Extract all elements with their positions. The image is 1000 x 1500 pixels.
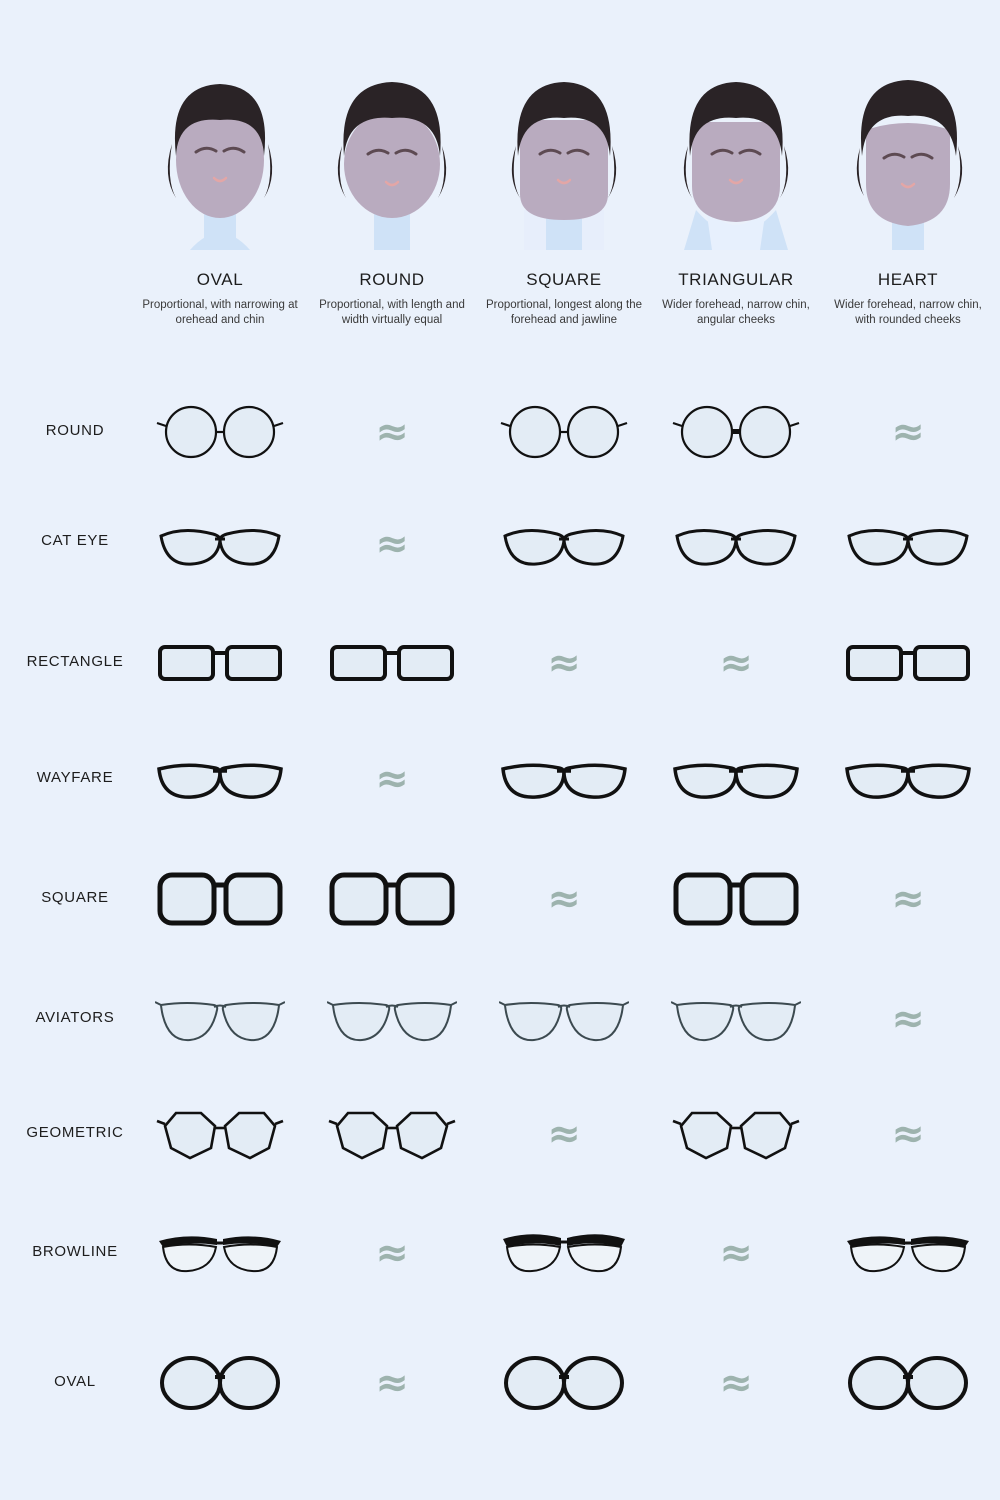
no-match-icon: ≈ (891, 876, 925, 922)
row-label-rectangle: RECTANGLE (26, 653, 124, 670)
cell-cat-eye-oval (132, 496, 308, 592)
cell-cat-eye-heart (820, 496, 996, 592)
row-label-cat-eye: CAT EYE (41, 532, 109, 549)
face-illustration-square (476, 60, 652, 250)
cell-square-round (304, 851, 480, 947)
row-label-square: SQUARE (41, 889, 109, 906)
face-column-heart (820, 60, 996, 328)
row-label-round: ROUND (45, 422, 105, 439)
cell-oval-heart (820, 1335, 996, 1431)
face-shape-name: ROUND (359, 270, 425, 289)
cell-aviators-triangular (648, 971, 824, 1067)
cell-round-heart (820, 384, 996, 480)
cell-geometric-triangular (648, 1086, 824, 1182)
no-match-icon: ≈ (891, 1111, 925, 1157)
no-match-icon: ≈ (719, 640, 753, 686)
row-label-wayfare: WAYFARE (36, 769, 114, 786)
cell-rectangle-oval (132, 615, 308, 711)
face-shape-description: Wider forehead, narrow chin, with rounded cheeks (834, 299, 982, 326)
cell-aviators-oval (132, 971, 308, 1067)
face-shape-name: TRIANGULAR (678, 270, 794, 289)
face-shape-header-row (0, 60, 1000, 360)
row-label-oval: OVAL (54, 1373, 96, 1390)
face-shape-name: OVAL (196, 270, 244, 289)
cell-rectangle-round (304, 615, 480, 711)
cell-aviators-round (304, 971, 480, 1067)
cell-cat-eye-triangular (648, 496, 824, 592)
cell-square-triangular (648, 851, 824, 947)
cell-wayfare-round (304, 731, 480, 827)
face-shape-name: HEART (877, 270, 939, 289)
face-column-triangular (648, 60, 824, 328)
cell-geometric-heart (820, 1086, 996, 1182)
face-shape-name: SQUARE (526, 270, 602, 289)
face-column-round (304, 60, 480, 328)
cell-oval-square (476, 1335, 652, 1431)
no-match-icon: ≈ (547, 876, 581, 922)
cell-geometric-round (304, 1086, 480, 1182)
cell-cat-eye-round (304, 496, 480, 592)
face-column-square (476, 60, 652, 328)
face-shape-description: Wider forehead, narrow chin, angular cheeks (662, 299, 810, 326)
face-illustration-round (304, 60, 480, 250)
no-match-icon: ≈ (375, 521, 409, 567)
no-match-icon: ≈ (547, 1111, 581, 1157)
no-match-icon: ≈ (547, 640, 581, 686)
face-column-oval (132, 60, 308, 328)
cell-round-square (476, 384, 652, 480)
cell-aviators-heart (820, 971, 996, 1067)
no-match-icon: ≈ (375, 1360, 409, 1406)
no-match-icon: ≈ (719, 1360, 753, 1406)
row-label-geometric: GEOMETRIC (26, 1124, 124, 1141)
cell-oval-oval (132, 1335, 308, 1431)
cell-rectangle-square (476, 615, 652, 711)
cell-browline-square (476, 1205, 652, 1301)
cell-rectangle-triangular (648, 615, 824, 711)
cell-square-heart (820, 851, 996, 947)
cell-square-oval (132, 851, 308, 947)
no-match-icon: ≈ (375, 756, 409, 802)
face-illustration-oval (132, 60, 308, 250)
cell-wayfare-heart (820, 731, 996, 827)
cell-rectangle-heart (820, 615, 996, 711)
no-match-icon: ≈ (375, 409, 409, 455)
face-shape-description: Proportional, with length and width virtually equal (319, 299, 465, 326)
face-shape-description: Proportional, with narrowing at orehead and chin (142, 299, 298, 326)
no-match-icon: ≈ (891, 409, 925, 455)
no-match-icon: ≈ (375, 1230, 409, 1276)
cell-square-square (476, 851, 652, 947)
cell-oval-triangular (648, 1335, 824, 1431)
cell-round-round (304, 384, 480, 480)
cell-wayfare-triangular (648, 731, 824, 827)
cell-browline-heart (820, 1205, 996, 1301)
row-label-aviators: AVIATORS (35, 1009, 115, 1026)
row-label-browline: BROWLINE (32, 1243, 118, 1260)
cell-round-triangular (648, 384, 824, 480)
no-match-icon: ≈ (891, 996, 925, 1042)
cell-browline-oval (132, 1205, 308, 1301)
no-match-icon: ≈ (719, 1230, 753, 1276)
cell-wayfare-oval (132, 731, 308, 827)
face-illustration-heart (820, 60, 996, 250)
cell-browline-round (304, 1205, 480, 1301)
face-illustration-triangular (648, 60, 824, 250)
face-shape-description: Proportional, longest along the forehead and jawline (486, 299, 642, 326)
cell-round-oval (132, 384, 308, 480)
cell-aviators-square (476, 971, 652, 1067)
cell-oval-round (304, 1335, 480, 1431)
cell-cat-eye-square (476, 496, 652, 592)
cell-wayfare-square (476, 731, 652, 827)
cell-geometric-oval (132, 1086, 308, 1182)
cell-geometric-square (476, 1086, 652, 1182)
cell-browline-triangular (648, 1205, 824, 1301)
